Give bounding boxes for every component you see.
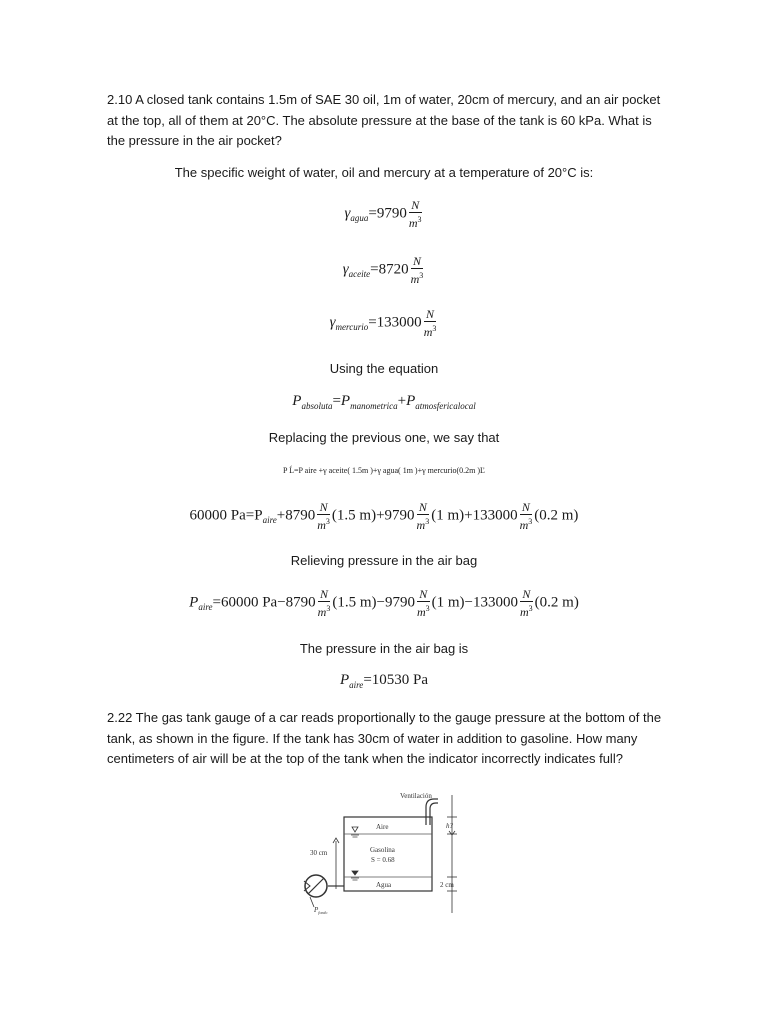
- result-equation: $P_{aire}=10530$ Pa: [339, 672, 429, 690]
- aire-label: Aire: [376, 823, 389, 831]
- 30cm-label: 30 cm: [310, 849, 328, 857]
- h-label: h?: [446, 822, 453, 830]
- agua-label: Agua: [376, 881, 392, 889]
- gamma-mercurio-equation: $\gamma_{mercurio}=133000$ $\frac{N}{m^3}$: [329, 307, 437, 339]
- gamma-aceite-equation: $\gamma_{aceite}=8720$ $\frac{N}{m^3}$: [342, 254, 424, 286]
- result-intro-text: The pressure in the air bag is: [299, 641, 469, 656]
- s-value-label: S = 0.68: [371, 856, 395, 864]
- gasolina-label: Gasolina: [370, 846, 395, 854]
- problem-2-10-text: 2.10 A closed tank contains 1.5m of SAE 30 oil, 1m of water, 20cm of mercury, and an air pocket at the top, all of them at 20°C. The absolute pressure at the base of the tank is 60 kPa. What is the pressure in the air pocket?: [107, 92, 661, 148]
- gamma-agua-equation: $\gamma_{agua}=9790$ $\frac{N}{m^3}$: [344, 198, 422, 230]
- air-pressure-equation: $P_{aire}=60000$ Pa−8790 $\frac{N}{m^3}$ (1.5 m)−9790 $\frac{N}{m^3}$ (1 m)−133000 $\frac{N}{m^3}$ (0.2 m): [189, 587, 579, 619]
- small-substituted-equation: P Ĺ=P aire +γ aceite( 1.5m )+γ agua( 1m )+γ mercurio(0.2m )Ľ: [283, 466, 485, 475]
- 2cm-label: 2 cm: [440, 881, 454, 889]
- problem-2-22-text: 2.22 The gas tank gauge of a car reads proportionally to the gauge pressure at the bottom of the tank, as shown in the figure. If the tank has 30cm of water in addition to gasoline. How many centimeters of air will be at the top of the tank when the indicator incorrectly indicates full?: [107, 710, 662, 766]
- pressure-relation-equation: $P_{absoluta}=P_{manometrica}+P_{atmosfericalocal}$: [292, 393, 476, 411]
- relieving-text: Relieving pressure in the air bag: [290, 553, 478, 568]
- specific-weight-intro: The specific weight of water, oil and mercury at a temperature of 20°C is:: [174, 165, 594, 180]
- p-fondo-label: $P_{fondo}$: [314, 906, 328, 915]
- using-equation-text: Using the equation: [329, 361, 439, 376]
- replacing-text: Replacing the previous one, we say that: [268, 430, 500, 445]
- pressure-sum-equation: 60000 $Pa=P_{aire}+8790$ $\frac{N}{m^3}$ (1.5 m)+9790 $\frac{N}{m^3}$ (1 m)+133000 $\frac{N}{m^3}$ (0.2 m): [189, 500, 579, 532]
- gas-tank-figure: [300, 785, 475, 917]
- ventilacion-label: Ventilación: [400, 792, 432, 800]
